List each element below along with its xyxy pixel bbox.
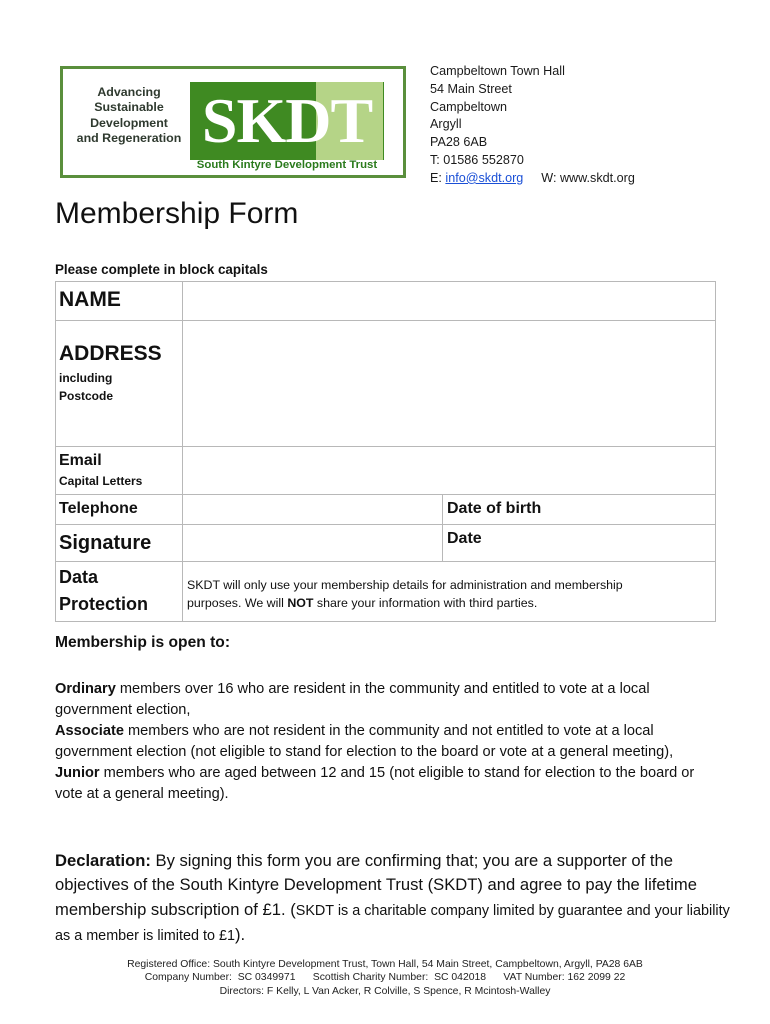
address-sublabel-1: including	[59, 371, 113, 385]
table-divider	[442, 494, 443, 561]
junior-text: members who are aged between 12 and 15 (not eligible to stand for election to the board or vote at a general meeting).	[55, 765, 695, 802]
table-border	[55, 281, 56, 622]
declaration-term: Declaration:	[55, 851, 151, 870]
associate-term: Associate	[55, 723, 124, 739]
email-input[interactable]	[184, 448, 714, 493]
ordinary-term: Ordinary	[55, 681, 116, 697]
page-title: Membership Form	[55, 197, 299, 230]
logo	[60, 66, 406, 178]
ordinary-membership	[55, 679, 725, 721]
address-sublabel-2: Postcode	[59, 389, 114, 403]
table-divider	[55, 561, 716, 562]
footer	[55, 958, 715, 998]
website-text: W: www.skdt.org	[541, 170, 635, 185]
name-input[interactable]	[184, 283, 714, 319]
date-of-birth-label: Date of birth	[447, 500, 542, 517]
address-line3: Campbeltown	[430, 99, 508, 114]
logo-tagline-line1: Advancing	[97, 85, 161, 99]
ordinary-text: members over 16 who are resident in the community and entitled to vote at a local government election,	[55, 681, 650, 718]
table-divider	[55, 524, 716, 525]
email-link[interactable]: info@skdt.org	[445, 170, 524, 185]
dp-text-part: share your information with third parties.	[313, 595, 538, 610]
dp-text-line1: SKDT will only use your membership details for administration and membership	[187, 578, 623, 592]
table-border	[715, 281, 716, 622]
address-input[interactable]	[184, 322, 714, 445]
address-line4: Argyll	[430, 117, 462, 132]
membership-heading: Membership is open to:	[55, 634, 231, 651]
declaration	[55, 849, 735, 948]
dp-text-line2	[187, 595, 707, 613]
associate-text: members who are not resident in the community and not entitled to vote at a local government election (not eligible to stand for election to the board or vote at a general meeting),	[55, 723, 674, 760]
membership-types	[55, 679, 725, 805]
date-input[interactable]	[505, 526, 713, 560]
dp-text-part: purposes. We will	[187, 595, 288, 610]
logo-mark-panel	[190, 82, 384, 160]
address-email-row	[430, 170, 635, 188]
data-protection-label-1: Data	[59, 567, 99, 587]
table-divider	[55, 446, 716, 447]
declaration-text: By signing this form you are confirming that; you are a supporter of the objectives of the South Kintyre Development Trust (SKDT) and agree to pay the lifetime membership subscription of £1. (	[55, 851, 697, 919]
junior-membership	[55, 763, 725, 805]
date-of-birth-input[interactable]	[555, 496, 713, 523]
signature-input[interactable]	[184, 526, 440, 560]
data-protection-label-2: Protection	[59, 594, 149, 614]
logo-tagline-line3: Development	[90, 115, 168, 130]
email-prefix: E:	[430, 170, 446, 185]
address-postcode: PA28 6AB	[430, 135, 488, 150]
logo-tagline	[67, 85, 191, 147]
declaration-end: ).	[234, 924, 246, 944]
footer-registered-office: Registered Office: South Kintyre Development Trust, Town Hall, 54 Main Street, Campbeltown, Argyll, PA28 6AB	[127, 959, 643, 970]
telephone-input[interactable]	[184, 496, 440, 523]
table-border	[55, 281, 716, 282]
email-label: Email	[59, 452, 102, 469]
address-label: ADDRESS	[59, 342, 162, 365]
address-line1: Campbeltown Town Hall	[430, 64, 565, 78]
name-label: NAME	[59, 288, 121, 311]
email-sublabel: Capital Letters	[59, 474, 143, 488]
address-line2: 54 Main Street	[430, 81, 512, 96]
table-divider	[55, 320, 716, 321]
logo-tagline-line2: Sustainable	[94, 100, 164, 115]
footer-directors: Directors: F Kelly, L Van Acker, R Colville, S Spence, R Mcintosh-Walley	[219, 985, 551, 997]
logo-tagline-line4: and Regeneration	[76, 131, 182, 146]
contact-address	[430, 63, 635, 188]
footer-numbers: Company Number: SC 0349971 Scottish Charity Number: SC 042018 VAT Number: 162 2099 22	[144, 972, 626, 984]
membership-form-table	[55, 281, 716, 622]
declaration-note: SKDT is a charitable company limited by guarantee and your liability as a member is limited to £1	[55, 902, 730, 944]
data-protection-text	[187, 577, 707, 612]
telephone-label: Telephone	[59, 500, 138, 517]
associate-membership	[55, 721, 725, 763]
dp-text-emphasis: NOT	[287, 595, 314, 610]
logo-subtitle: South Kintyre Development Trust	[196, 159, 378, 171]
date-label: Date	[447, 530, 482, 547]
address-phone: T: 01586 552870	[430, 152, 524, 167]
table-divider	[55, 494, 716, 495]
instructions: Please complete in block capitals	[55, 262, 268, 277]
signature-label: Signature	[59, 532, 152, 554]
table-divider	[182, 281, 183, 622]
table-border	[55, 621, 716, 622]
junior-term: Junior	[55, 765, 100, 781]
logo-mark: SKDT	[201, 85, 373, 156]
